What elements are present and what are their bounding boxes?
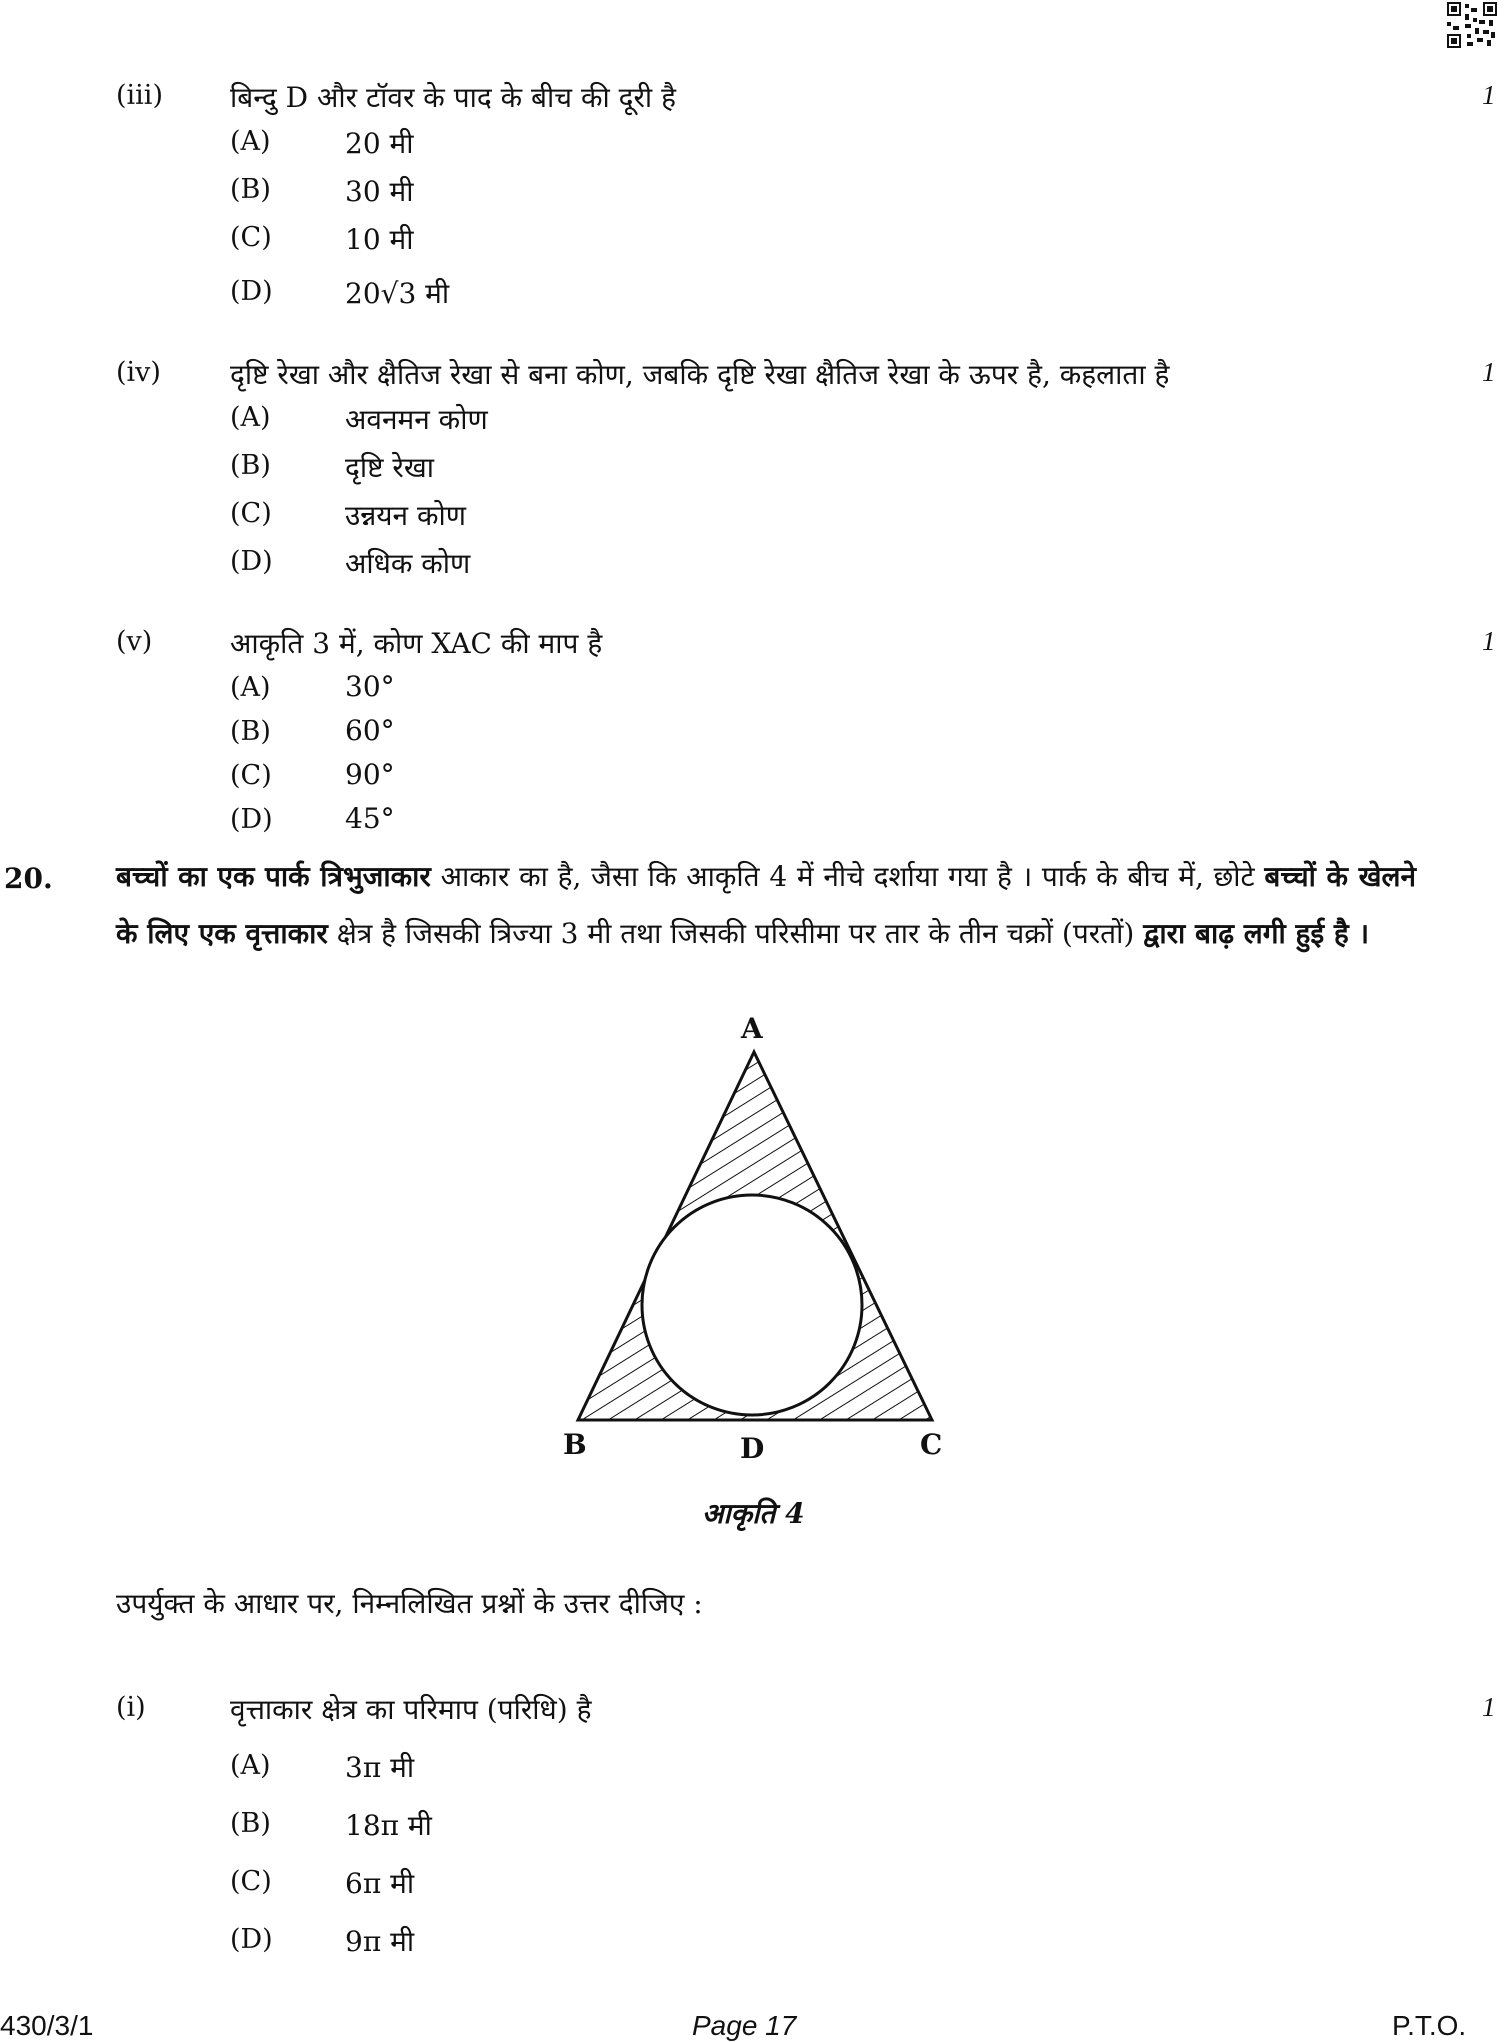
option-letter: (D) xyxy=(230,546,273,577)
option-value: उन्नयन कोण xyxy=(345,499,466,532)
part-question-text: वृत्ताकार क्षेत्र का परिमाप (परिधि) है xyxy=(230,1693,592,1726)
vertex-label-a: A xyxy=(741,1012,763,1045)
para-text: क्षेत्र है जिसकी त्रिज्या 3 मी तथा जिसकी परिसीमा पर तार के तीन चक्रों (परतों) xyxy=(327,917,1144,950)
option-letter: (D) xyxy=(230,804,273,835)
part-roman: (i) xyxy=(116,1692,146,1723)
marks: 1 xyxy=(1482,357,1496,387)
point-label-d: D xyxy=(740,1432,765,1465)
option-value: 9π मी xyxy=(345,1925,415,1958)
part-question-text: दृष्टि रेखा और क्षैतिज रेखा से बना कोण, जबकि दृष्टि रेखा क्षैतिज रेखा के ऊपर है, कहलाता है xyxy=(230,358,1170,391)
option-value: 18π मी xyxy=(345,1809,432,1842)
option-value: 60° xyxy=(345,714,395,747)
part-question-text: आकृति 3 में, कोण XAC की माप है xyxy=(230,627,603,660)
figure-caption: आकृति 4 xyxy=(702,1497,805,1530)
option-value: 90° xyxy=(345,758,395,791)
marks: 1 xyxy=(1482,626,1496,656)
option-letter: (A) xyxy=(230,402,271,433)
option-value: 45° xyxy=(345,802,395,835)
option-value: 30 मी xyxy=(345,175,414,208)
option-letter: (C) xyxy=(230,222,272,253)
option-letter: (A) xyxy=(230,126,271,157)
part-roman: (iii) xyxy=(116,80,163,111)
option-value: 20√3 मी xyxy=(345,277,450,310)
option-letter: (A) xyxy=(230,1750,271,1781)
option-letter: (D) xyxy=(230,276,273,307)
option-value: 10 मी xyxy=(345,223,414,256)
instruction-text: उपर्युक्त के आधार पर, निम्नलिखित प्रश्नों के उत्तर दीजिए : xyxy=(116,1587,703,1620)
option-letter: (C) xyxy=(230,1866,272,1897)
option-value: 6π मी xyxy=(345,1867,415,1900)
para-bold: द्वारा बाढ़ लगी हुई है । xyxy=(1143,917,1370,950)
question-paragraph xyxy=(116,848,1416,962)
option-value: 20 मी xyxy=(345,127,414,160)
option-letter: (B) xyxy=(230,450,271,481)
option-value: अधिक कोण xyxy=(345,547,471,580)
paper-code: 430/3/1 xyxy=(0,2010,94,2041)
part-question-text: बिन्दु D और टॉवर के पाद के बीच की दूरी है xyxy=(230,81,676,114)
question-number: 20. xyxy=(4,862,53,895)
pto-label: P.T.O. xyxy=(1392,2010,1467,2041)
part-roman: (v) xyxy=(116,626,153,657)
para-bold: बच्चों का एक पार्क त्रिभुजाकार xyxy=(116,860,431,893)
option-letter: (D) xyxy=(230,1924,273,1955)
inscribed-circle xyxy=(642,1195,862,1415)
marks: 1 xyxy=(1482,1692,1496,1722)
part-roman: (iv) xyxy=(116,357,161,388)
page-number: Page 17 xyxy=(692,2010,797,2041)
option-letter: (B) xyxy=(230,174,271,205)
vertex-label-c: C xyxy=(920,1428,943,1461)
para-bold: बच्चों के खेलने के लिए एक वृत्ताकार xyxy=(116,860,1416,950)
para-text: आकार का है, जैसा कि आकृति 4 में नीचे दर्शाया गया है । पार्क के बीच में, छोटे xyxy=(430,860,1265,893)
option-letter: (A) xyxy=(230,672,271,703)
option-letter: (C) xyxy=(230,498,272,529)
qr-code-icon xyxy=(1447,2,1497,48)
marks: 1 xyxy=(1482,80,1496,110)
option-letter: (C) xyxy=(230,760,272,791)
option-letter: (B) xyxy=(230,1808,271,1839)
vertex-label-b: B xyxy=(563,1428,587,1461)
option-value: 30° xyxy=(345,670,395,703)
option-value: दृष्टि रेखा xyxy=(345,451,434,484)
option-value: 3π मी xyxy=(345,1751,415,1784)
option-value: अवनमन कोण xyxy=(345,403,488,436)
triangle-incircle-figure xyxy=(540,1000,970,1470)
option-letter: (B) xyxy=(230,716,271,747)
